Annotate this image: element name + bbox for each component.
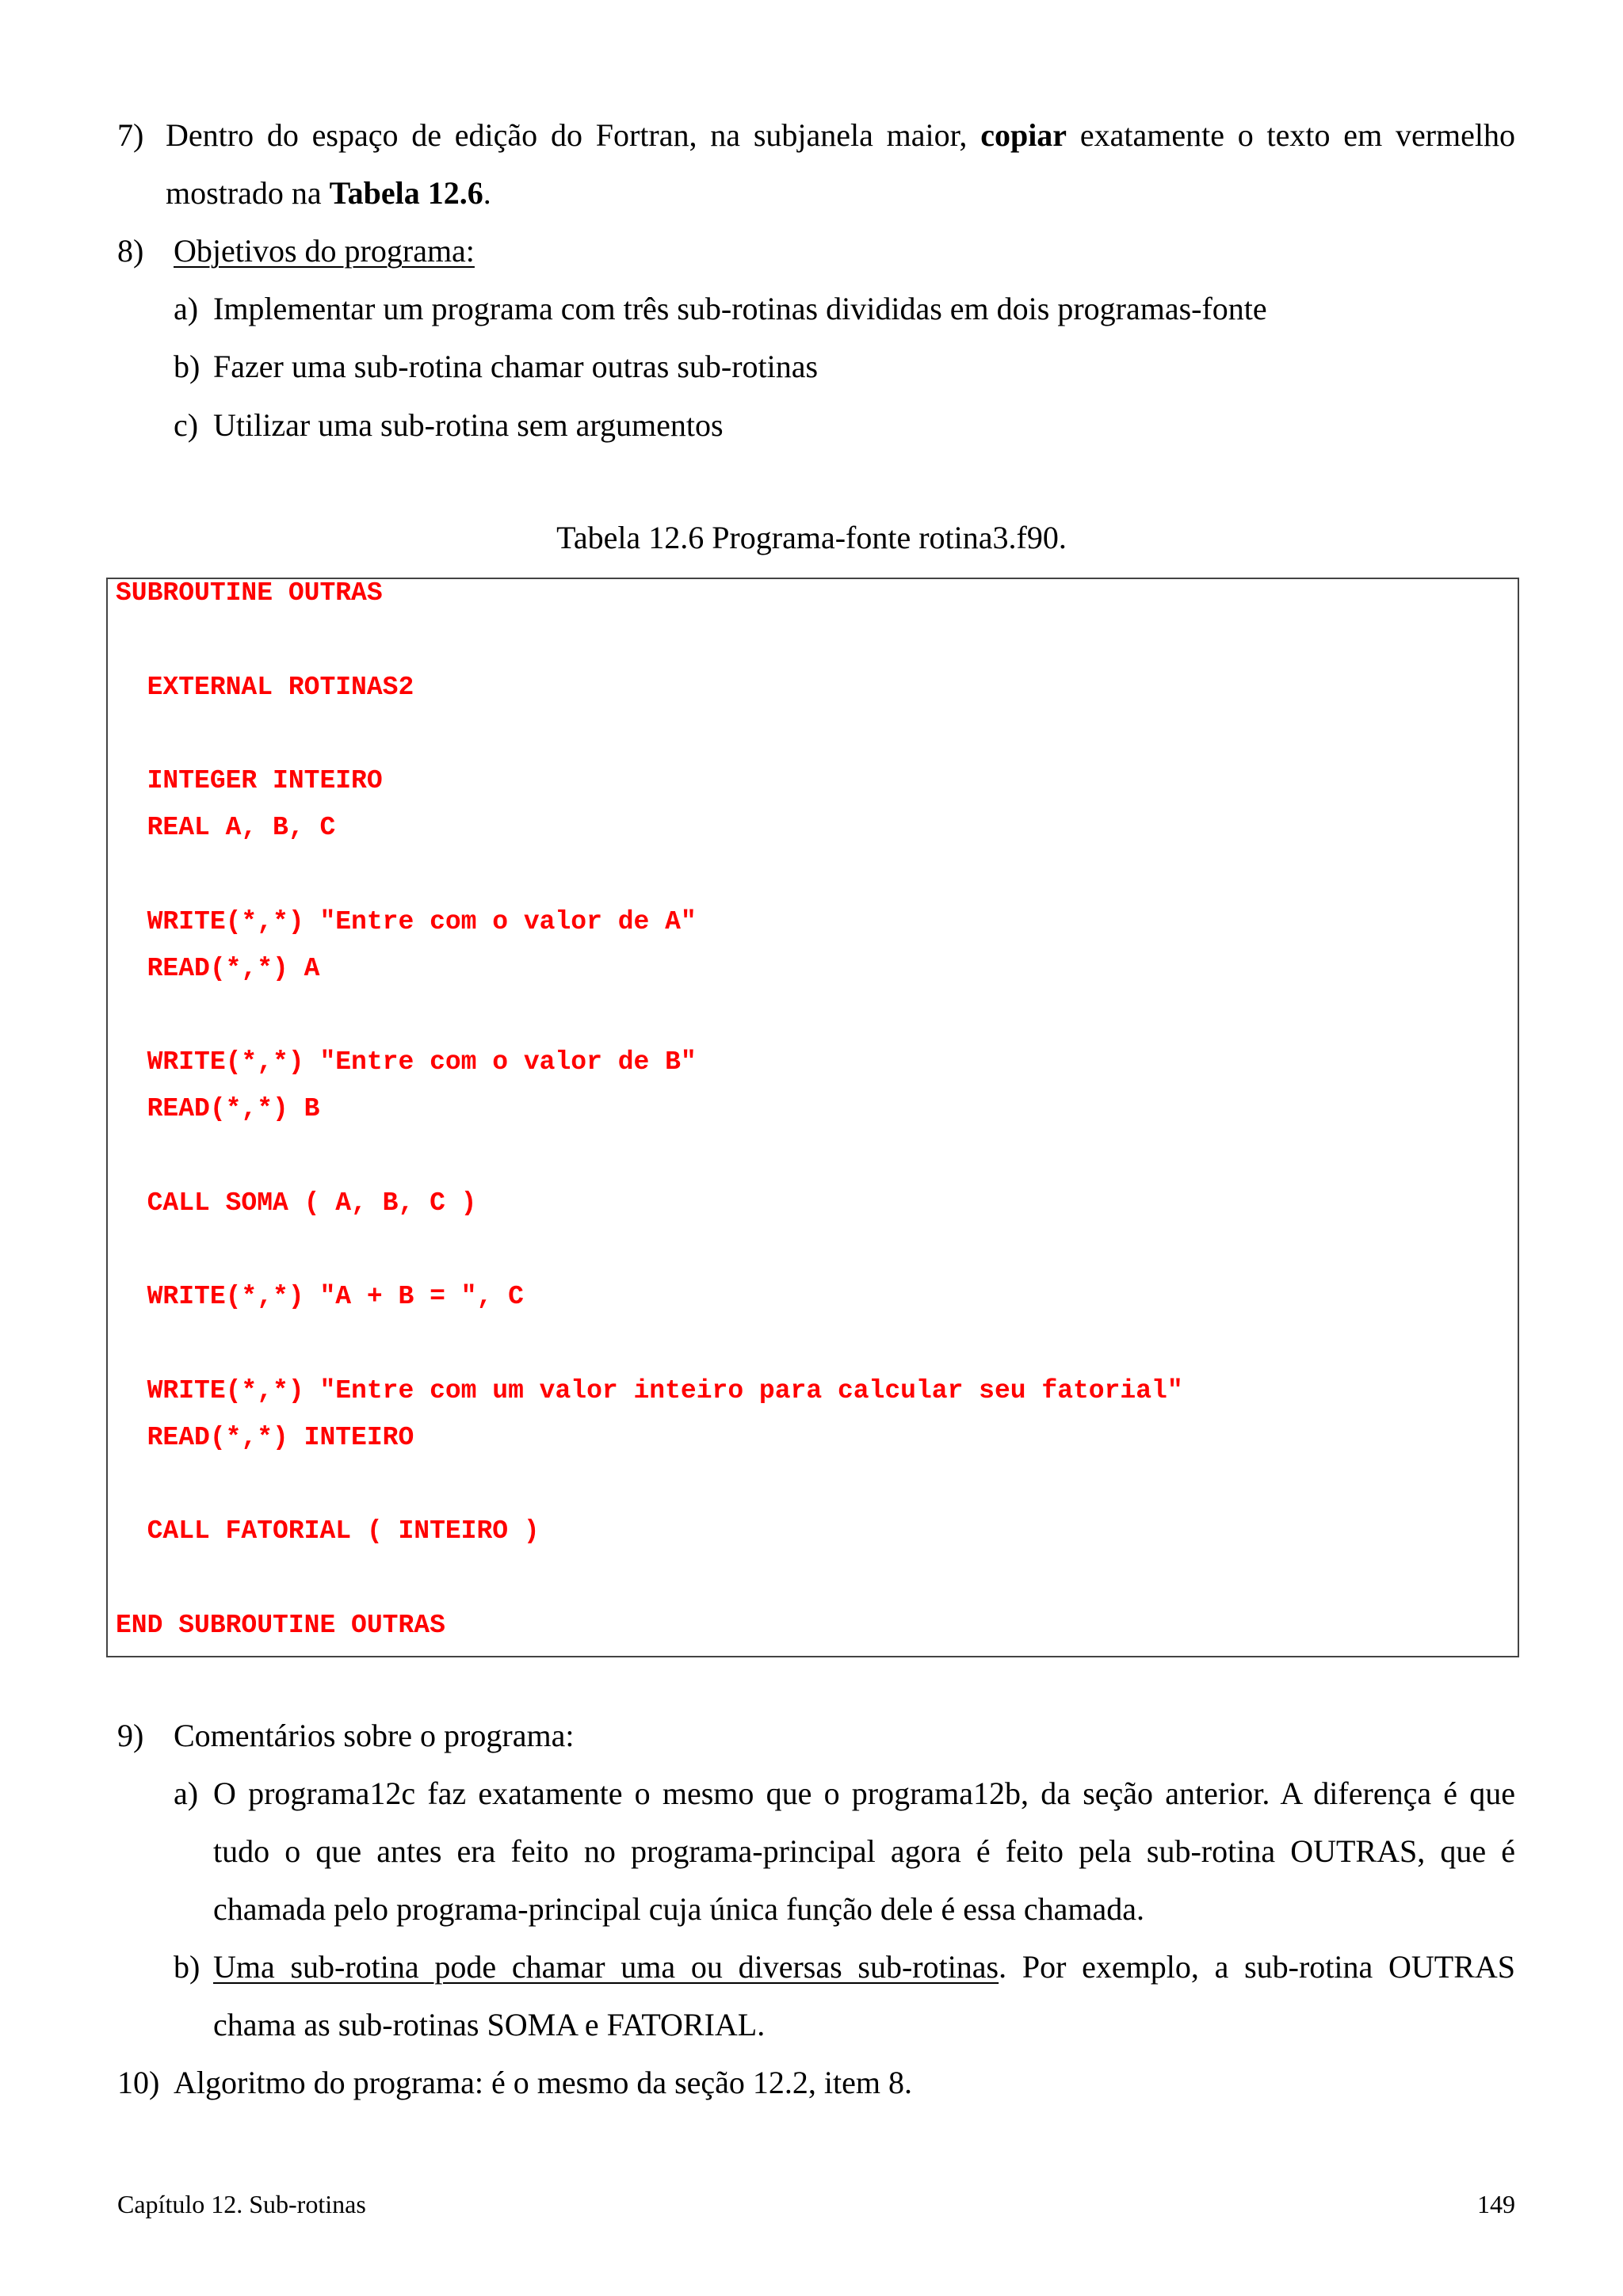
code-line: READ(*,*) A [116,954,320,983]
item-9b-line-1 [213,1948,1515,1986]
code-line: WRITE(*,*) "Entre com o valor de B" [116,1047,697,1077]
item-9b-text: . Por exemplo, a sub-rotina OUTRAS [999,1949,1516,1985]
item-8c-text: Utilizar uma sub-rotina sem argumentos [213,407,724,443]
code-line: SUBROUTINE OUTRAS [116,578,383,608]
item-9a-line-2: tudo o que antes era feito no programa-principal agora é feito pela sub-rotina OUTRAS, que é [213,1833,1515,1869]
item-9b-marker: b) [174,1949,200,1985]
item-9a-marker: a) [174,1775,199,1811]
code-line: REAL A, B, C [116,813,336,842]
item-8a-marker: a) [174,291,199,326]
item-7-bold-copiar: copiar [980,117,1067,153]
code-line: END SUBROUTINE OUTRAS [116,1611,445,1640]
code-line: READ(*,*) INTEIRO [116,1423,414,1452]
item-9b-underlined: Uma sub-rotina pode chamar uma ou diversas sub-rotinas [213,1949,999,1985]
code-line: WRITE(*,*) "Entre com um valor inteiro para calcular seu fatorial" [116,1376,1183,1405]
code-line: CALL FATORIAL ( INTEIRO ) [116,1516,540,1546]
footer-chapter: Capítulo 12. Sub-rotinas [117,2190,366,2218]
item-9a-line-1: O programa12c faz exatamente o mesmo que o programa12b, da seção anterior. A diferença é que [213,1775,1515,1811]
item-7-line-1 [166,116,1515,154]
item-7-text-a: Dentro do espaço de edição do Fortran, na subjanela maior, [166,117,968,153]
item-8c-marker: c) [174,407,199,443]
table-caption: Tabela 12.6 Programa-fonte rotina3.f90. [556,520,1067,555]
code-line: CALL SOMA ( A, B, C ) [116,1188,477,1218]
item-9a-line-3: chamada pelo programa-principal cuja única função dele é essa chamada. [213,1891,1144,1927]
item-7-number: 7) [117,117,144,153]
item-7-period: . [483,175,491,211]
code-line: INTEGER INTEIRO [116,766,383,795]
item-10-number: 10) [117,2065,160,2100]
item-10-text: Algoritmo do programa: é o mesmo da seção 12.2, item 8. [174,2065,913,2100]
item-9-number: 9) [117,1718,144,1753]
code-line: EXTERNAL ROTINAS2 [116,673,414,702]
item-7-text-c: mostrado na [166,175,322,211]
item-7-bold-tabela: Tabela 12.6 [329,175,483,211]
code-line: WRITE(*,*) "Entre com o valor de A" [116,907,697,936]
item-8-heading: Objetivos do programa: [174,233,475,269]
item-7-text-b: exatamente o texto em vermelho [1079,117,1516,153]
item-8a-text: Implementar um programa com três sub-rotinas divididas em dois programas-fonte [213,291,1267,326]
footer-page-number: 149 [1477,2190,1515,2218]
item-8b-text: Fazer uma sub-rotina chamar outras sub-rotinas [213,349,819,384]
code-line: READ(*,*) B [116,1094,320,1123]
item-8-number: 8) [117,233,144,269]
code-line: WRITE(*,*) "A + B = ", C [116,1282,524,1311]
item-8b-marker: b) [174,349,200,384]
item-9-heading: Comentários sobre o programa: [174,1718,575,1753]
item-7-line-2 [166,174,491,212]
item-9b-line-2: chama as sub-rotinas SOMA e FATORIAL. [213,2007,766,2042]
